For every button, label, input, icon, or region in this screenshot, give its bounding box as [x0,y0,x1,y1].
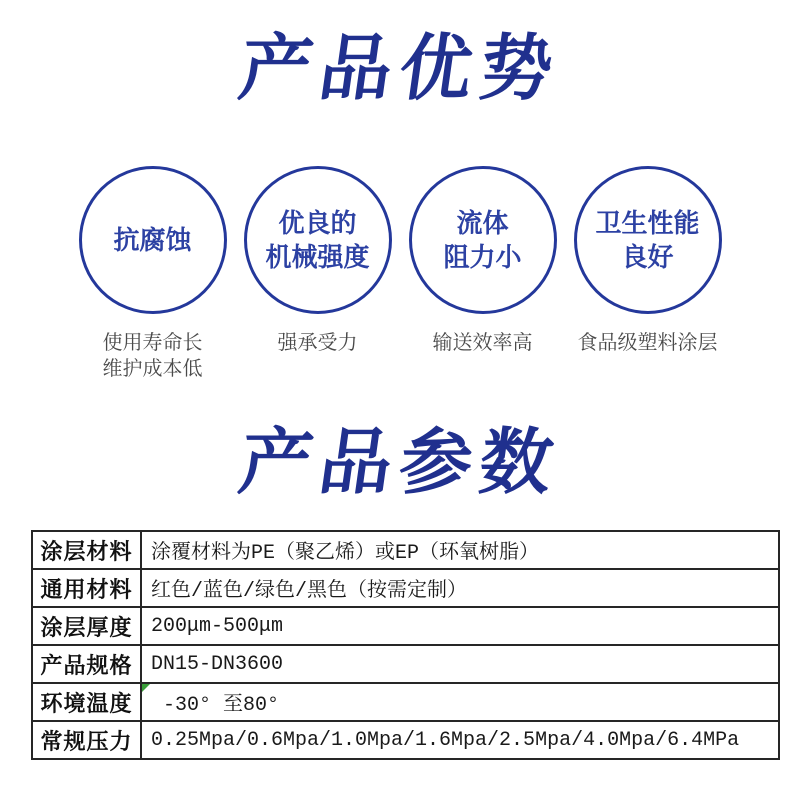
row-label: 涂层厚度 [32,607,141,645]
advantage-circle-badge [409,166,557,314]
caption-line: 维护成本低 [102,358,203,380]
caption-line: 强承受力 [277,332,358,354]
parameters-table [31,530,780,760]
advantage-circle-badge [244,166,392,314]
circle-label-line: 流体 [456,208,509,238]
row-label: 产品规格 [32,645,141,683]
advantages-row [0,166,800,382]
row-value-text: -30° 至80° [151,694,280,717]
circle-label-line: 卫生性能 [595,208,700,238]
advantage-item-mechanical-strength [244,166,392,382]
table-row-ambient-temperature [32,683,779,721]
advantage-circle-badge [574,166,722,314]
parameters-title-text: 产品参数 [234,423,566,503]
table-row-coating-thickness [32,607,779,645]
advantages-section-title [0,0,800,108]
caption-line: 输送效率高 [432,332,533,354]
advantage-caption [278,330,358,382]
advantage-item-low-fluid-resistance [409,166,557,382]
advantage-caption [578,330,718,382]
advantages-title-text: 产品优势 [234,29,566,109]
row-value: DN15-DN3600 [141,645,779,683]
row-label: 常规压力 [32,721,141,759]
row-value: 红色/蓝色/绿色/黑色（按需定制） [141,569,779,607]
caption-line: 食品级塑料涂层 [577,332,718,354]
row-label: 环境温度 [32,683,141,721]
advantage-item-anticorrosion [79,166,227,382]
table-row-coating-material [32,531,779,569]
excel-corner-marker-icon [142,684,150,692]
circle-label-line: 阻力小 [443,242,522,272]
caption-line: 使用寿命长 [102,332,203,354]
row-value: 0.25Mpa/0.6Mpa/1.0Mpa/1.6Mpa/2.5Mpa/4.0Mpa/6.4MPa [141,721,779,759]
advantage-caption [103,330,203,382]
row-label: 通用材料 [32,569,141,607]
circle-label-line: 良好 [621,242,674,272]
advantage-caption [433,330,533,382]
circle-label-line: 抗腐蚀 [113,225,192,255]
row-value [141,683,779,721]
row-label: 涂层材料 [32,531,141,569]
advantage-circle-badge [79,166,227,314]
circle-label-line: 优良的 [278,208,357,238]
row-value: 200μm-500μm [141,607,779,645]
parameters-section-title [0,424,800,502]
row-value: 涂覆材料为PE（聚乙烯）或EP（环氧树脂） [141,531,779,569]
advantage-item-hygienic-performance [574,166,722,382]
table-row-product-spec [32,645,779,683]
table-row-standard-pressure [32,721,779,759]
circle-label-line: 机械强度 [265,242,370,272]
table-row-general-material [32,569,779,607]
